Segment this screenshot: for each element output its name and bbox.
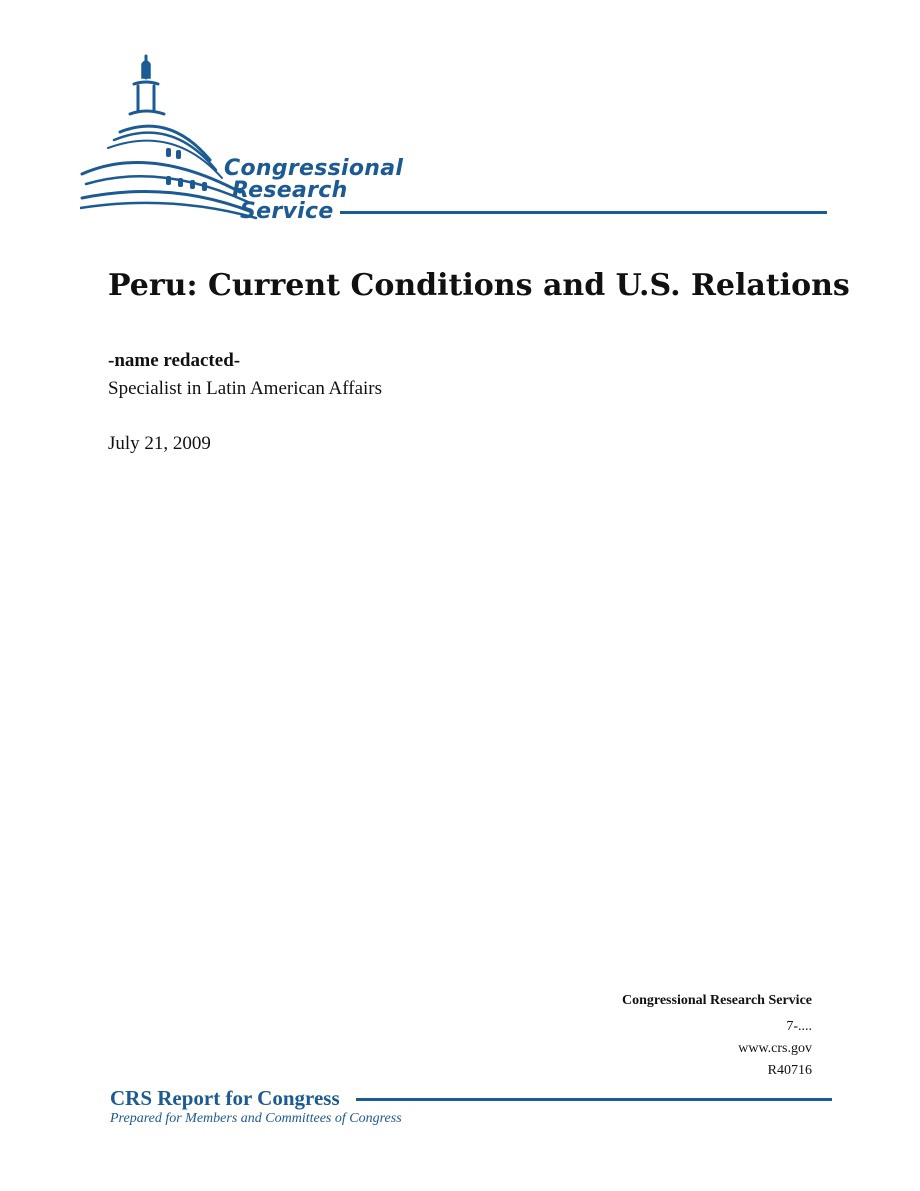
author-role: Specialist in Latin American Affairs [108, 378, 383, 399]
footer-title: CRS Report for Congress [110, 1086, 340, 1110]
contact-block [622, 990, 812, 1082]
logo-text-research: Research [232, 178, 348, 203]
report-date: July 21, 2009 [108, 433, 211, 454]
footer-subtitle: Prepared for Members and Committees of Congress [110, 1111, 402, 1126]
logo-text-service: Service [240, 199, 334, 224]
logo-text-congressional: Congressional [224, 156, 404, 181]
header-rule [340, 211, 827, 214]
contact-organization: Congressional Research Service [621, 993, 812, 1008]
report-number: R40716 [767, 1063, 812, 1078]
document-title: Peru: Current Conditions and U.S. Relations [108, 268, 850, 303]
contact-phone: 7-.... [786, 1019, 812, 1034]
contact-website[interactable]: www.crs.gov [738, 1041, 812, 1056]
footer-rule [356, 1098, 832, 1101]
author-name: -name redacted- [108, 350, 241, 371]
